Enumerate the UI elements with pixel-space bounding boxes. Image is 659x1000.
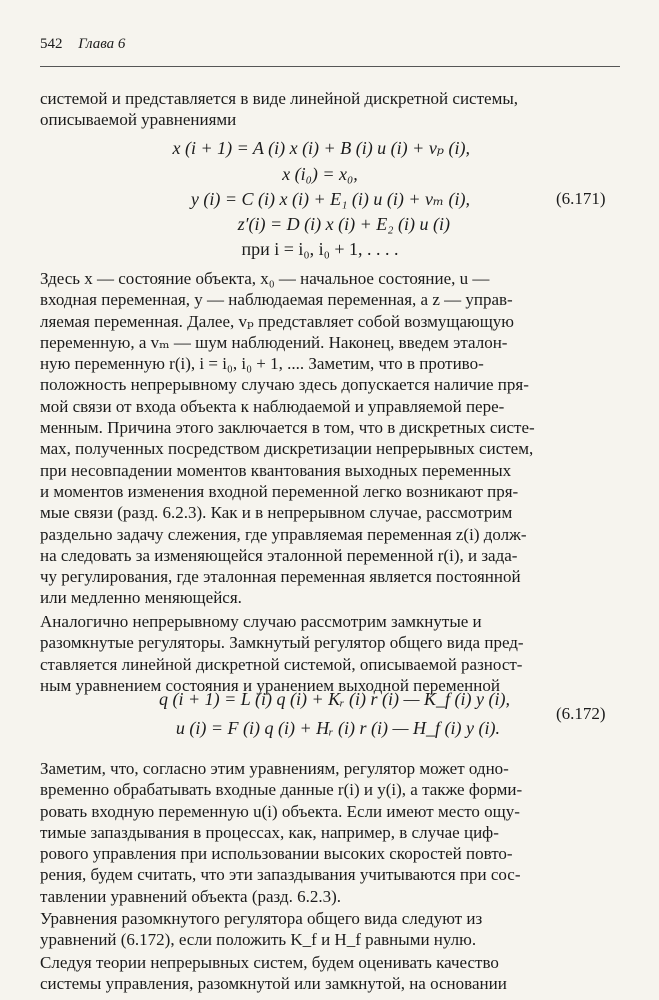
text-line: рения, будем считать, что эти запаздывания учитываются при сос- <box>40 865 521 885</box>
equation-line: y (i) = C (i) x (i) + E₁ (i) u (i) + vₘ (i), <box>190 189 470 209</box>
definitions-paragraph <box>40 268 612 609</box>
equation-line: x (i + 1) = A (i) x (i) + B (i) u (i) + vₚ (i), <box>172 138 470 158</box>
text-line: мые связи (разд. 6.2.3). Как и в непрерывном случае, рассмотрим <box>40 503 513 523</box>
page-header <box>40 36 620 53</box>
text-line: Здесь x — состояние объекта, x₀ — начальное состояние, u — <box>40 269 490 288</box>
equation-line: x (i₀) = x₀, <box>282 164 358 184</box>
remark-paragraph <box>40 758 612 907</box>
text-line: описываемой уравнениями <box>40 110 237 130</box>
equation-number: (6.171) <box>556 189 606 208</box>
quality-paragraph <box>40 952 612 995</box>
text-line: на следовать за изменяющейся эталонной переменной r(i), и зада- <box>40 545 518 565</box>
text-line: входная переменная, y — наблюдаемая переменная, а z — управ- <box>40 290 513 310</box>
text-line: ляемая переменная. Далее, vₚ представляет собой возмущающую <box>40 311 515 331</box>
header-divider <box>40 66 620 67</box>
text-line: ную переменную r(i), i = i₀, i₀ + 1, .... Заметим, что в противо- <box>40 354 484 374</box>
equation-number: (6.172) <box>556 704 606 723</box>
text-line: положность непрерывному случаю здесь допускается наличие пря- <box>40 375 529 395</box>
text-line: тимые запаздывания в процессах, как, например, в случае циф- <box>40 822 499 842</box>
text-line: ным уравнением состояния и уранением выходной переменной <box>40 675 500 695</box>
chapter-title: Глава 6 <box>78 36 126 52</box>
equation-condition: при i = i₀, i₀ + 1, . . . . <box>241 239 399 259</box>
open-loop-paragraph <box>40 908 612 951</box>
text-line: Уравнения разомкнутого регулятора общего вида следуют из <box>40 909 483 928</box>
text-line: чу регулирования, где эталонная переменная является постоянной <box>40 567 521 587</box>
text-line: ровать входную переменную u(i) объекта. Если имеют место ощу- <box>40 801 520 821</box>
page-number: 542 <box>40 36 63 52</box>
text-line: мах, полученных посредством дискретизации непрерывных систем, <box>40 439 534 459</box>
text-line: системы управления, разомкнутой или замкнутой, на основании <box>40 974 507 994</box>
text-line: и моментов изменения входной переменной легко возникают пря- <box>40 481 519 501</box>
equation-line: q (i + 1) = L (i) q (i) + Kᵣ (i) r (i) — K_f (i) y (i), <box>159 689 510 709</box>
text-line: рового управления при использовании высоких скоростей повто- <box>40 844 513 864</box>
text-line: мой связи от входа объекта к наблюдаемой и управляемой пере- <box>40 396 505 416</box>
text-line: раздельно задачу слежения, где управляемая переменная z(i) долж- <box>40 524 527 544</box>
text-line: при несовпадении моментов квантования выходных переменных <box>40 460 512 480</box>
text-line: Следуя теории непрерывных систем, будем оценивать качество <box>40 953 499 972</box>
text-line: тавлении уравнений объекта (разд. 6.2.3). <box>40 886 342 906</box>
text-line: разомкнутые регуляторы. Замкнутый регулятор общего вида пред- <box>40 633 524 653</box>
text-line: временно обрабатывать входные данные r(i) и y(i), а также форми- <box>40 780 523 800</box>
text-line: или медленно меняющейся. <box>40 588 242 608</box>
text-line: Аналогично непрерывному случаю рассмотрим замкнутые и <box>40 612 482 631</box>
text-line: переменную, а vₘ — шум наблюдений. Наконец, введем эталон- <box>40 332 508 352</box>
equation-line: u (i) = F (i) q (i) + Hᵣ (i) r (i) — H_f (i) y (i). <box>175 718 500 738</box>
equation-line: z′(i) = D (i) x (i) + E₂ (i) u (i) <box>237 214 450 234</box>
text-line: уравнений (6.172), если положить K_f и H_f равными нулю. <box>40 930 477 950</box>
intro-paragraph <box>40 88 612 131</box>
regulators-paragraph <box>40 611 612 696</box>
text-line: Заметим, что, согласно этим уравнениям, регулятор может одно- <box>40 759 509 778</box>
text-line: менным. Причина этого заключается в том, что в дискретных систе- <box>40 418 535 438</box>
text-line: ставляется линейной дискретной системой, описываемой разност- <box>40 654 523 674</box>
text-line: системой и представляется в виде линейной дискретной системы, <box>40 89 518 108</box>
